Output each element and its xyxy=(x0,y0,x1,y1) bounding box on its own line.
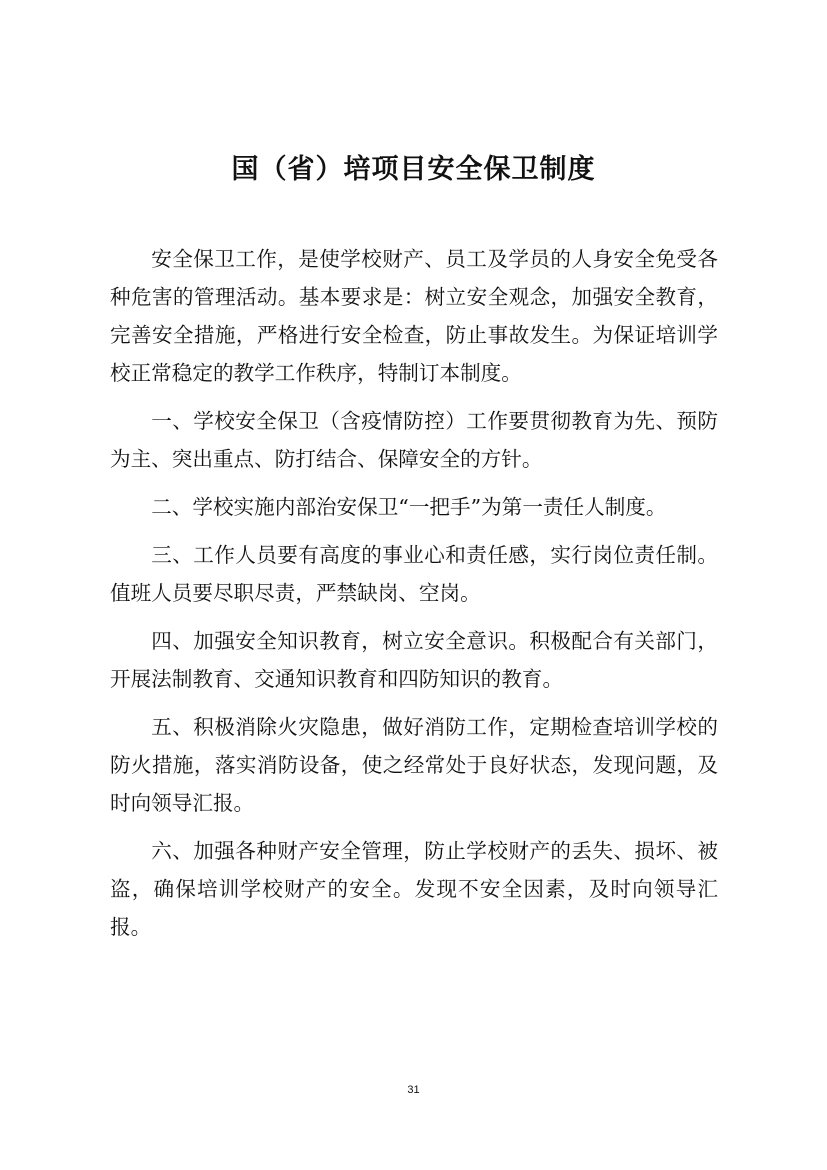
document-title: 国（省）培项目安全保卫制度 xyxy=(231,154,596,185)
paragraph-item-3: 三、工作人员要有高度的事业心和责任感，实行岗位责任制。值班人员要尽职尽责，严禁缺岗、空岗。 xyxy=(110,543,718,605)
page-number: 31 xyxy=(407,1084,420,1096)
paragraph-item-2: 二、学校实施内部治安保卫“一把手”为第一责任人制度。 xyxy=(151,495,667,519)
paragraph-item-1: 一、学校安全保卫（含疫情防控）工作要贯彻教育为先、预防为主、突出重点、防打结合、保障安全的方针。 xyxy=(110,409,718,471)
paragraph-item-5: 五、积极消除火灾隐患，做好消防工作，定期检查培训学校的防火措施，落实消防设备，使之经常处于良好状态，发现问题，及时向领导汇报。 xyxy=(110,715,718,815)
paragraph-intro: 安全保卫工作，是使学校财产、员工及学员的人身安全免受各种危害的管理活动。基本要求是：树立安全观念，加强安全教育，完善安全措施，严格进行安全检查，防止事故发生。为保证培训学校正常稳定的教学工作秩序，特制订本制度。 xyxy=(110,247,718,385)
document-body xyxy=(110,240,718,956)
paragraph-item-4: 四、加强安全知识教育，树立安全意识。积极配合有关部门，开展法制教育、交通知识教育和四防知识的教育。 xyxy=(110,629,718,691)
paragraph-item-6: 六、加强各种财产安全管理，防止学校财产的丢失、损坏、被盗，确保培训学校财产的安全。发现不安全因素，及时向领导汇报。 xyxy=(110,839,718,939)
